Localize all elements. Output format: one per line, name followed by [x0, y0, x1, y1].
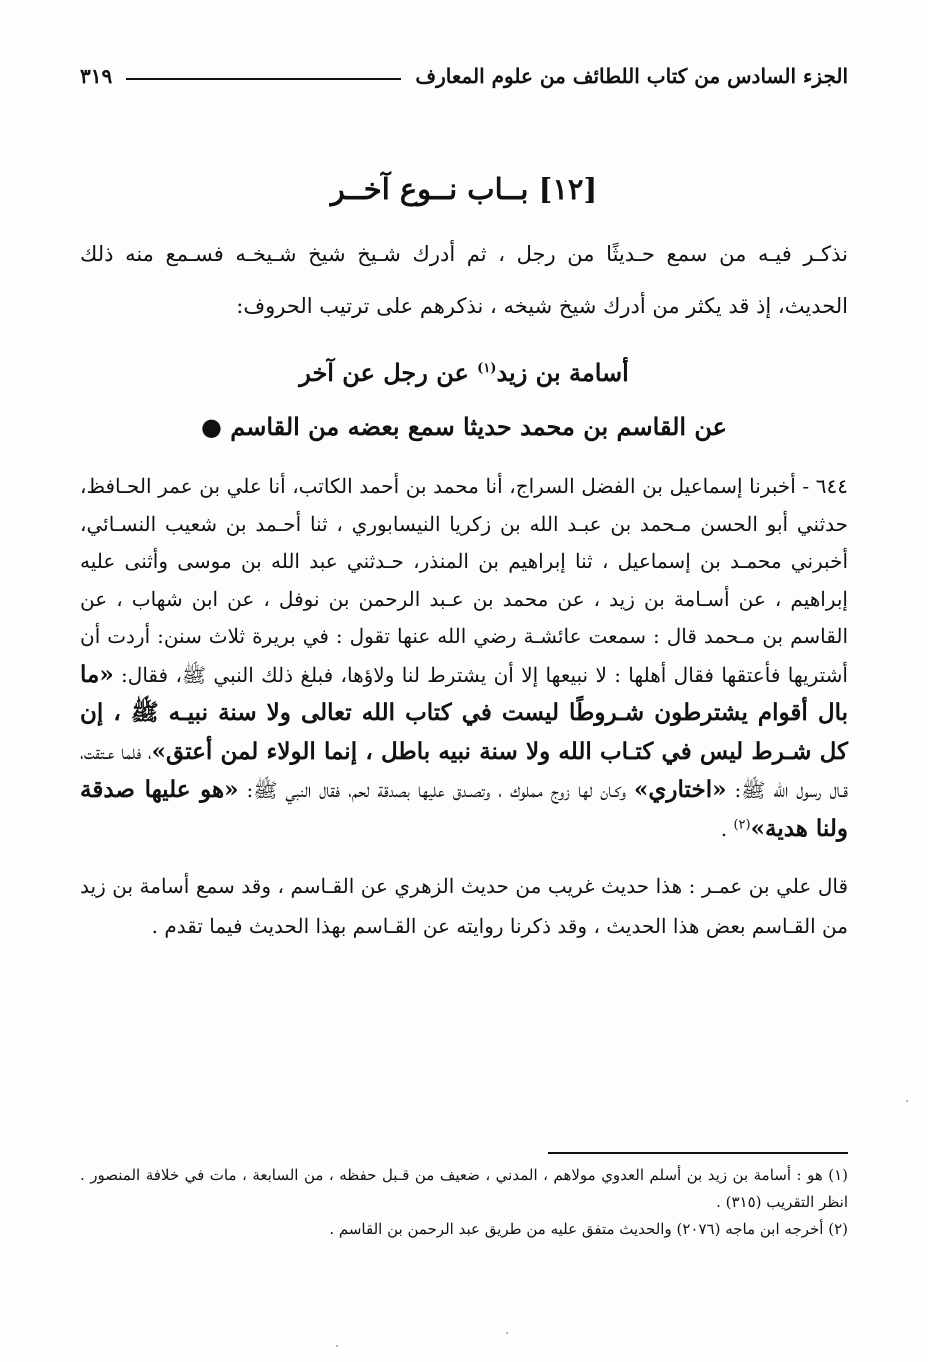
footnote-2: (٢) أخرجه ابن ماجه (٢٠٧٦) والحديث متفق عليه من طريق عبد الرحمن بن القاسم .: [329, 1220, 848, 1238]
page-number: ٣١٩: [80, 64, 113, 88]
hadith-text-3: وكـان لها زوج مملوك ، وتصـدق عليها بصدقة لحم، فقال النبي ﷺ:: [238, 778, 635, 802]
hadith-end: .: [720, 816, 734, 841]
footnote-rule: [548, 1152, 848, 1154]
scan-speck: [906, 1100, 908, 1102]
chapter-title: [١٢] بــاب نــوع آخــر: [330, 172, 598, 206]
hadith-paragraph: [80, 468, 848, 848]
narrator-heading: [80, 346, 848, 400]
hadith-isnad: ٦٤٤ - أخبرنا إسماعيل بن الفضل السراج، أنا محمد بن أحمد الكاتب، أنا علي بن عمر الحـافظ، حدثني أبو الحسن مـحمد بن عبـد الله بن زكريا النيسابوري ، ثنا أحـمد بن شعيب النسـائي، أخبرني محمـد بن إسماعيل ، ثنا إبراهيم بن المنذر، حـدثني عبد الله بن موسى وأثنى عليه إبراهيم ، عن أسـامة بن زيد ، عن محمد بن عـبد الرحمن بن نوفل ، عن ابن شهاب ، عن القاسم بن مـحمد قال : سمعت عائشـة رضي الله عنها تقول : في بريرة ثلاث سنن: أردت أن أشتريها فأعتقها فقال أهلها : لا نبيعها إلا أن يشترط لنا ولاؤها، فبلغ ذلك النبي ﷺ، فقال:: [80, 474, 848, 687]
footnote-1: (١) هو : أسامة بن زيد بن أسلم العدوي مولاهم ، المدني ، ضعيف من قـبل حفظه ، من السابعة ، مات في خلافة المنصور . انظر التقريب (٣١٥) .: [80, 1166, 848, 1211]
footnote-ref-1[interactable]: (١): [477, 361, 497, 376]
hadith-text-2: ، فلما عـتقت، قـال رسول الله ﷺ:: [80, 739, 849, 802]
header-rule: [126, 78, 401, 80]
intro-paragraph: نذكـر فيـه من سمع حـديثًا من رجل ، ثم أدرك شـيخ شيخ شـيخـه فسـمع منه ذلك الحديث، إذ قد يكثر من أدرك شيخ شيخه ، نذكرهم على ترتيب الحروف:: [80, 242, 848, 318]
narrator-heading-rest: عن رجل عن آخر: [299, 358, 478, 387]
hadith-quote-2: «اختاري»: [634, 776, 727, 803]
narrator-subheading: عن القاسم بن محمد حديثا سمع بعضه من القاسم ●: [200, 412, 728, 441]
scan-speck: [336, 1345, 338, 1347]
footnote-ref-2[interactable]: (٢): [733, 816, 751, 832]
commentary-paragraph: قال علي بن عمـر : هذا حديث غريب من حديث الزهري عن القـاسم ، وقد سمع أسامة بن زيد من القـاسم بعض هذا الحديث ، وقد ذكرنا روايته عن القـاسم بهذا الحديث فيما تقدم .: [80, 874, 848, 938]
running-header: [80, 56, 848, 96]
narrator-heading-name: أسامة بن زيد: [496, 358, 629, 387]
scan-speck: [506, 1332, 508, 1334]
hadith-quote-3: «هو عليها صدقة ولنا هدية»: [80, 776, 848, 842]
footnotes: [80, 1162, 848, 1243]
hadith-quote-1: «ما بال أقوام يشترطون شـروطًا ليست في كتاب الله تعالى ولا سنة نبيـه ﷺ ، إن كل شـرط ليس في كتـاب الله ولا سنة نبيه باطل ، إنما الولاء لمن أعتق»: [80, 660, 848, 765]
running-title: الجزء السادس من كتاب اللطائف من علوم المعارف: [415, 64, 848, 88]
